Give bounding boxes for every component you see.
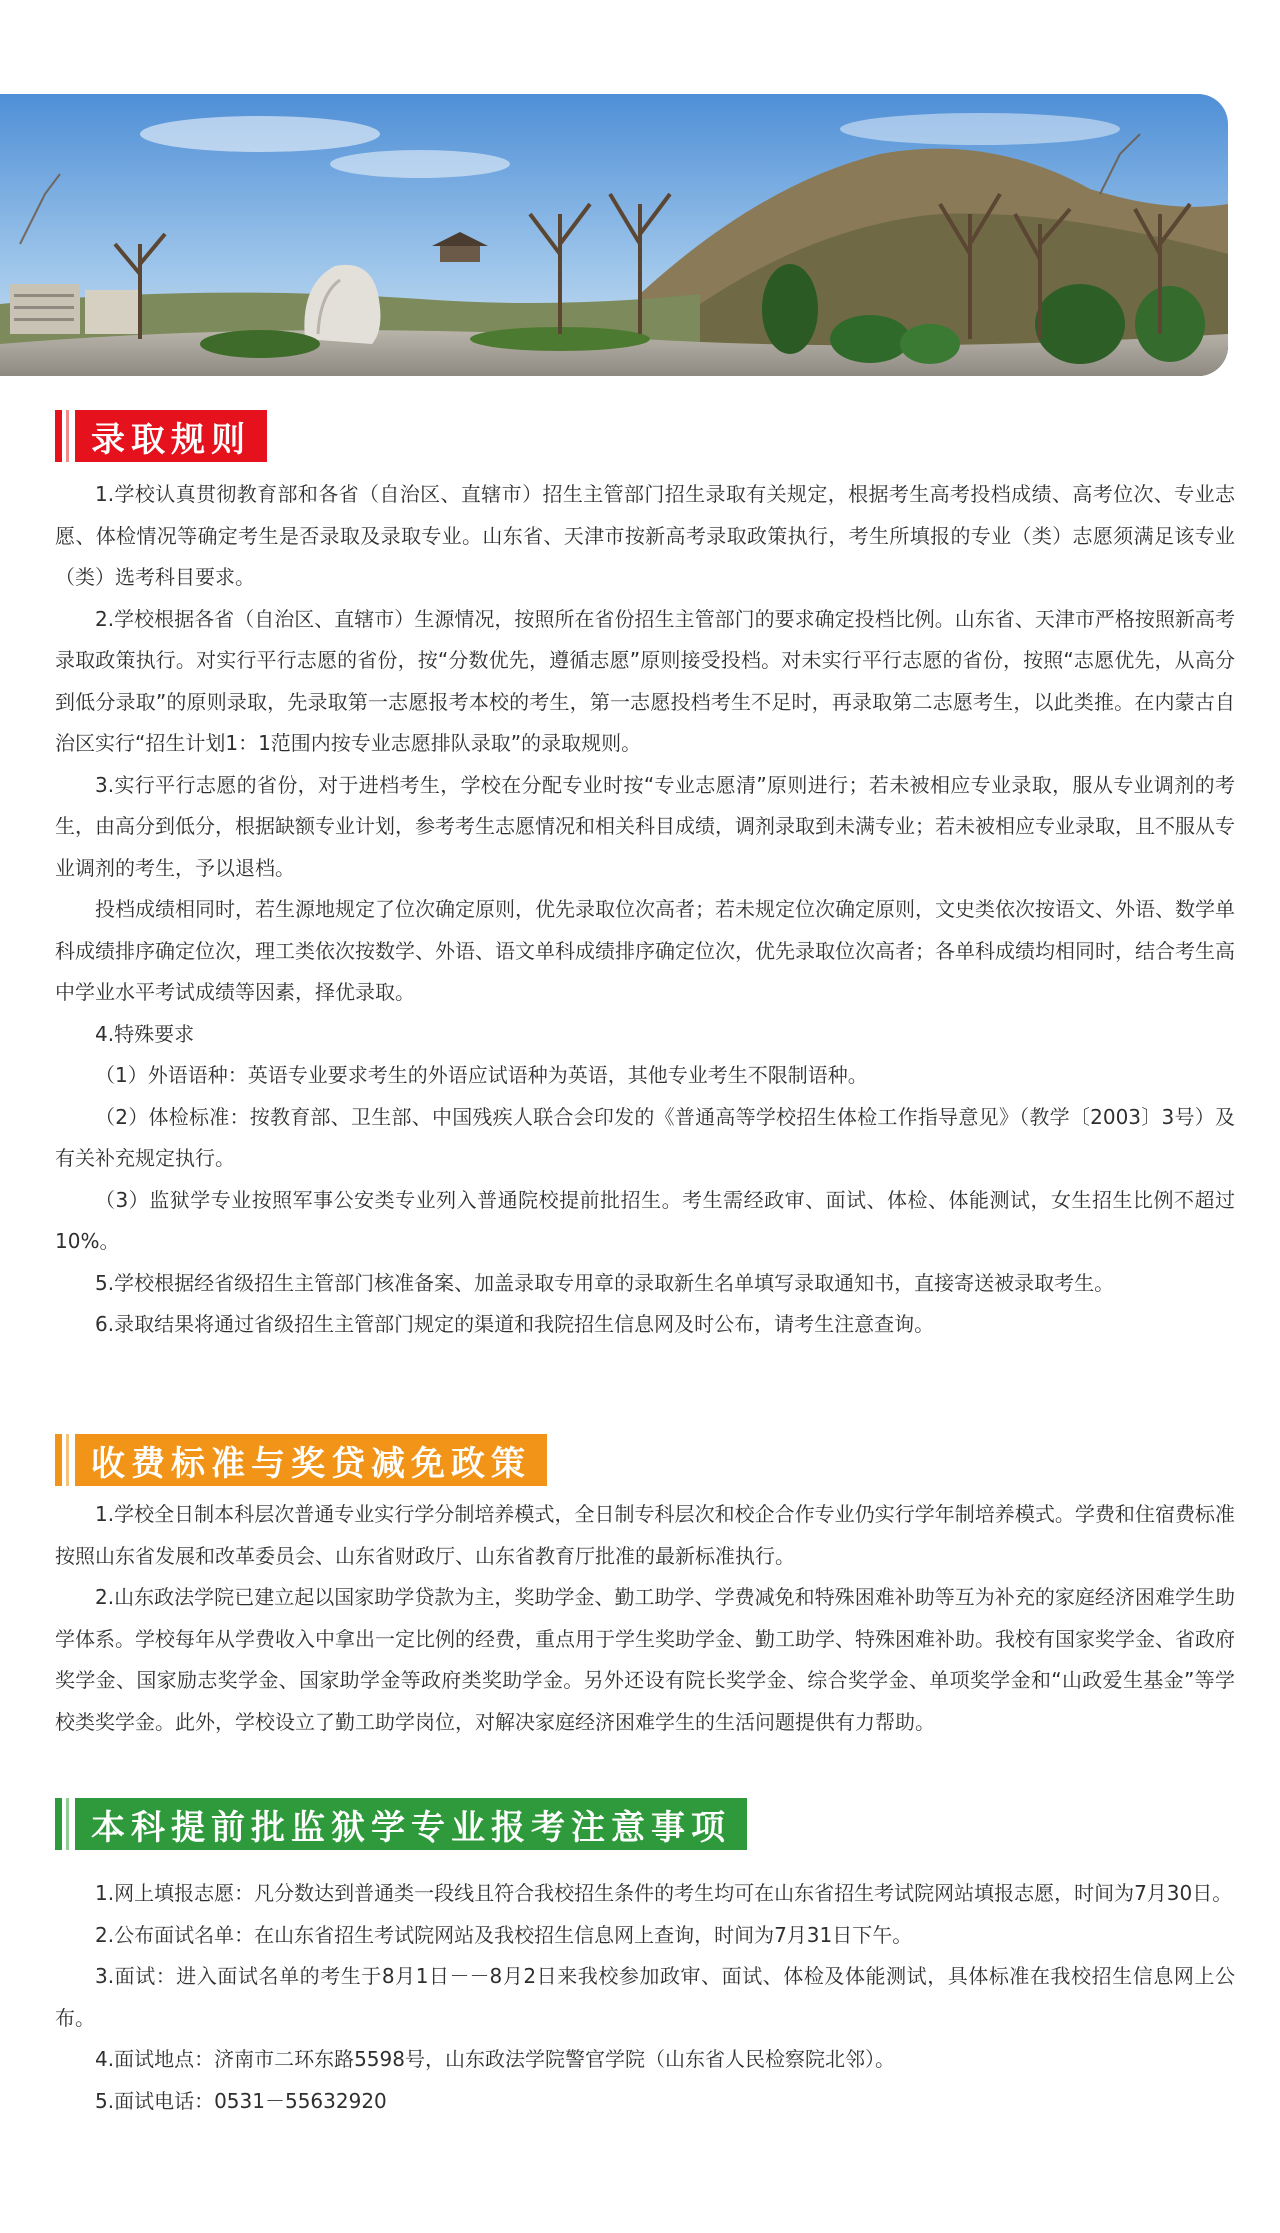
paragraph: 1.学校全日制本科层次普通专业实行学分制培养模式，全日制专科层次和校企合作专业仍实行学年制培养模式。学费和住宿费标准按照山东省发展和改革委员会、山东省财政厅、山东省教育厅批准的最新标准执行。 [55,1502,1235,1568]
paragraph: （2）体检标准：按教育部、卫生部、中国残疾人联合会印发的《普通高等学校招生体检工作指导意见》（教学〔2003〕3号）及有关补充规定执行。 [55,1104,1235,1170]
heading-accent-bar [66,1434,69,1486]
section-title: 录取规则 [75,410,267,462]
paragraph: 投档成绩相同时，若生源地规定了位次确定原则，优先录取位次高者；若未规定位次确定原则，文史类依次按语文、外语、数学单科成绩排序确定位次，理工类依次按数学、外语、语文单科成绩排序确定位次，优先录取位次高者；各单科成绩均相同时，结合考生高中学业水平考试成绩等因素，择优录取。 [55,897,1235,1004]
campus-banner-image [0,94,1228,376]
section-heading-prison-major [55,1798,747,1850]
section-body-admission [55,474,1235,1346]
paragraph: 6.录取结果将通过省级招生主管部门规定的渠道和我院招生信息网及时公布，请考生注意查询。 [95,1312,935,1336]
section-heading-admission [55,410,267,462]
section-body-fees [55,1494,1235,1743]
heading-accent-bar [55,410,62,462]
section-title: 收费标准与奖贷减免政策 [75,1434,547,1486]
paragraph: 5.学校根据经省级招生主管部门核准备案、加盖录取专用章的录取新生名单填写录取通知书，直接寄送被录取考生。 [95,1270,1115,1295]
paragraph: （3）监狱学专业按照军事公安类专业列入普通院校提前批招生。考生需经政审、面试、体检、体能测试，女生招生比例不超过10%。 [55,1187,1235,1253]
paragraph: 2.公布面试名单：在山东省招生考试院网站及我校招生信息网上查询，时间为7月31日下午。 [95,1922,913,1947]
paragraph: 3.面试：进入面试名单的考生于8月1日－－8月2日来我校参加政审、面试、体检及体能测试，具体标准在我校招生信息网上公布。 [55,1964,1235,2030]
section-title: 本科提前批监狱学专业报考注意事项 [75,1798,747,1850]
section-body-prison-major [55,1873,1235,2122]
paragraph: 1.学校认真贯彻教育部和各省（自治区、直辖市）招生主管部门招生录取有关规定，根据考生高考投档成绩、高考位次、专业志愿、体检情况等确定考生是否录取及录取专业。山东省、天津市按新高考录取政策执行，考生所填报的专业（类）志愿须满足该专业（类）选考科目要求。 [55,482,1235,589]
heading-accent-bar [66,1798,69,1850]
heading-accent-bar [66,410,69,462]
paragraph: 2.学校根据各省（自治区、直辖市）生源情况，按照所在省份招生主管部门的要求确定投档比例。山东省、天津市严格按照新高考录取政策执行。对实行平行志愿的省份，按“分数优先，遵循志愿”原则接受投档。对未实行平行志愿的省份，按照“志愿优先，从高分到低分录取”的原则录取，先录取第一志愿报考本校的考生，第一志愿投档考生不足时，再录取第二志愿考生，以此类推。在内蒙古自治区实行“招生计划1：1范围内按专业志愿排队录取”的录取规则。 [55,606,1235,755]
paragraph: 2.山东政法学院已建立起以国家助学贷款为主，奖助学金、勤工助学、学费减免和特殊困难补助等互为补充的家庭经济困难学生助学体系。学校每年从学费收入中拿出一定比例的经费，重点用于学生奖助学金、勤工助学、特殊困难补助。我校有国家奖学金、省政府奖学金、国家励志奖学金、国家助学金等政府类奖助学金。另外还设有院长奖学金、综合奖学金、单项奖学金和“山政爱生基金”等学校类奖学金。此外，学校设立了勤工助学岗位，对解决家庭经济困难学生的生活问题提供有力帮助。 [55,1585,1235,1734]
paragraph: 5.面试电话：0531－55632920 [95,2088,387,2113]
heading-accent-bar [55,1798,62,1850]
landscape-photo-icon [0,94,1228,376]
section-heading-fees [55,1434,547,1486]
paragraph: （1）外语语种：英语专业要求考生的外语应试语种为英语，其他专业考生不限制语种。 [95,1063,868,1087]
paragraph: 4.特殊要求 [95,1021,195,1046]
paragraph: 4.面试地点：济南市二环东路5598号，山东政法学院警官学院（山东省人民检察院北邻）。 [95,2047,895,2071]
paragraph: 1.网上填报志愿：凡分数达到普通类一段线且符合我校招生条件的考生均可在山东省招生考试院网站填报志愿，时间为7月30日。 [95,1881,1233,1905]
heading-accent-bar [55,1434,62,1486]
paragraph: 3.实行平行志愿的省份，对于进档考生，学校在分配专业时按“专业志愿清”原则进行；若未被相应专业录取，服从专业调剂的考生，由高分到低分，根据缺额专业计划，参考考生志愿情况和相关科目成绩，调剂录取到未满专业；若未被相应专业录取，且不服从专业调剂的考生，予以退档。 [55,772,1235,880]
